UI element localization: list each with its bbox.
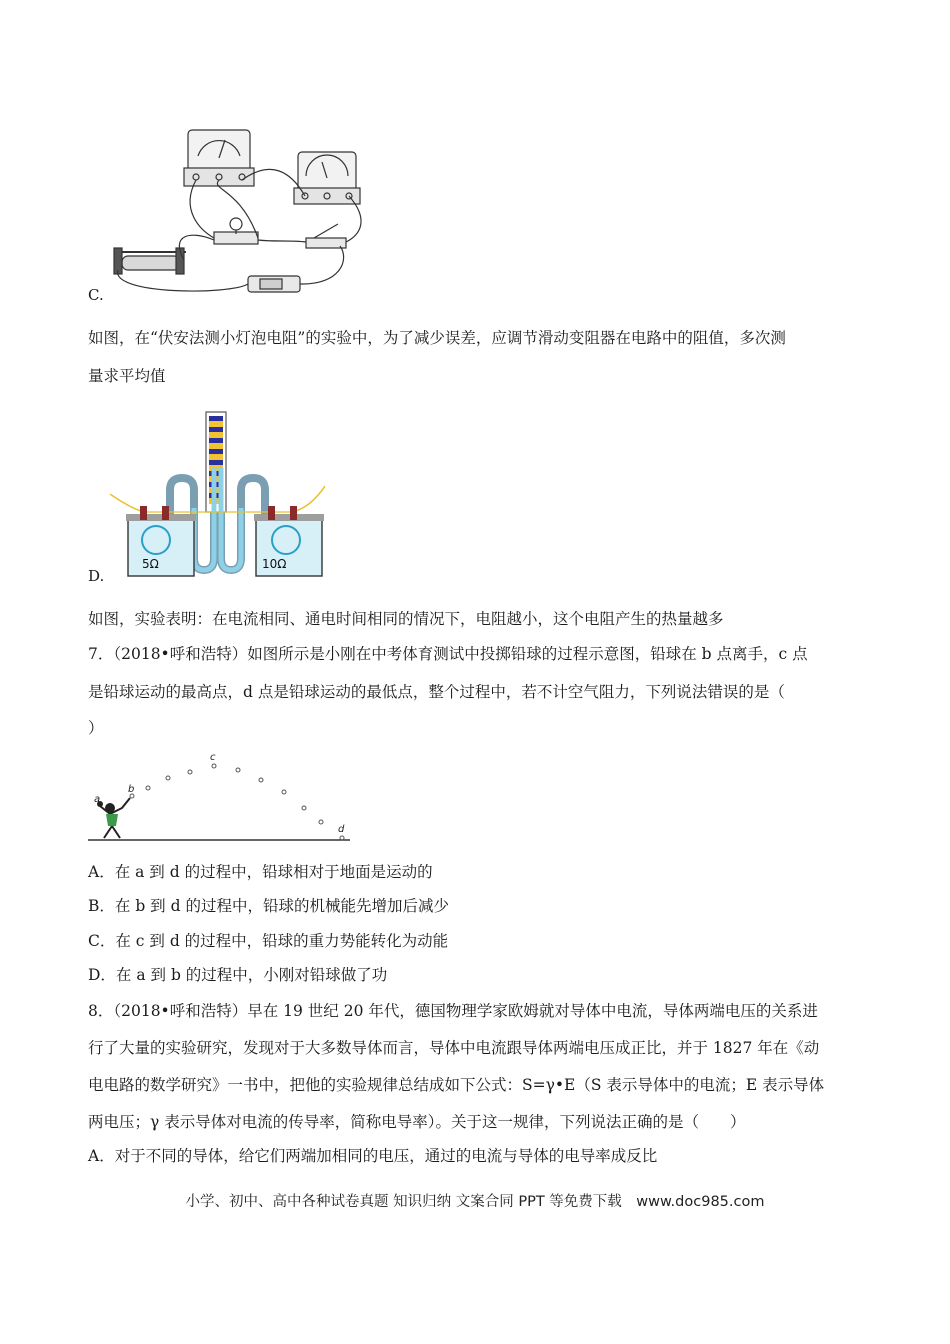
option-d-label: D. (88, 567, 105, 585)
q7-option-b: B．在 b 到 d 的过程中，铅球的机械能先增加后减少 (88, 897, 449, 915)
q8-option-a: A．对于不同的导体，给它们两端加相同的电压，通过的电流与导体的电导率成反比 (88, 1147, 658, 1165)
q7-line3: ） (88, 719, 104, 737)
page-footer: 小学、初中、高中各种试卷真题 知识归纳 文案合同 PPT 等免费下载 www.doc985.com (185, 1194, 765, 1210)
q7-option-c: C．在 c 到 d 的过程中，铅球的重力势能转化为动能 (88, 932, 449, 950)
q8-line2: 行了大量的实验研究，发现对于大多数导体而言，导体中电流跟导体两端电压成正比，并于 1827 年在《动 (88, 1039, 820, 1057)
option-d-text: 如图，实验表明：在电流相同、通电时间相同的情况下，电阻越小，这个电阻产生的热量越多 (88, 610, 724, 628)
resistor-left-label: 5Ω (142, 557, 159, 571)
option-c-text-line1: 如图，在“伏安法测小灯泡电阻”的实验中，为了减少误差，应调节滑动变阻器在电路中的阻值，多次测 (88, 329, 786, 347)
point-d-label: d (338, 824, 345, 835)
q7-line2: 是铅球运动的最高点，d 点是铅球运动的最低点，整个过程中，若不计空气阻力，下列说法错误的是（ (88, 683, 785, 701)
point-a-label: a (94, 794, 101, 805)
q7-line1: 7．（2018•呼和浩特）如图所示是小刚在中考体育测试中投掷铅球的过程示意图，铅球在 b 点离手，c 点 (88, 645, 808, 663)
q7-option-d: D．在 a 到 b 的过程中，小刚对铅球做了功 (88, 966, 388, 984)
point-c-label: c (210, 752, 216, 763)
circuit-figure (110, 120, 380, 300)
q8-line4: 两电压；γ 表示导体对电流的传导率，简称电导率）。关于这一规律，下列说法正确的是（ ） (88, 1113, 746, 1131)
option-c-text-line2: 量求平均值 (88, 367, 166, 385)
q8-line3: 电电路的数学研究》一书中，把他的实验规律总结成如下公式：S=γ•E（S 表示导体中的电流；E 表示导体 (88, 1076, 825, 1094)
shot-put-figure (88, 748, 358, 844)
q7-option-a: A．在 a 到 d 的过程中，铅球相对于地面是运动的 (88, 863, 433, 881)
resistor-right-label: 10Ω (262, 557, 287, 571)
point-b-label: b (128, 784, 135, 795)
q8-line1: 8．（2018•呼和浩特）早在 19 世纪 20 年代，德国物理学家欧姆就对导体中电流，导体两端电压的关系进 (88, 1002, 818, 1020)
option-c-label: C. (88, 286, 104, 304)
joule-heating-figure (110, 408, 325, 580)
